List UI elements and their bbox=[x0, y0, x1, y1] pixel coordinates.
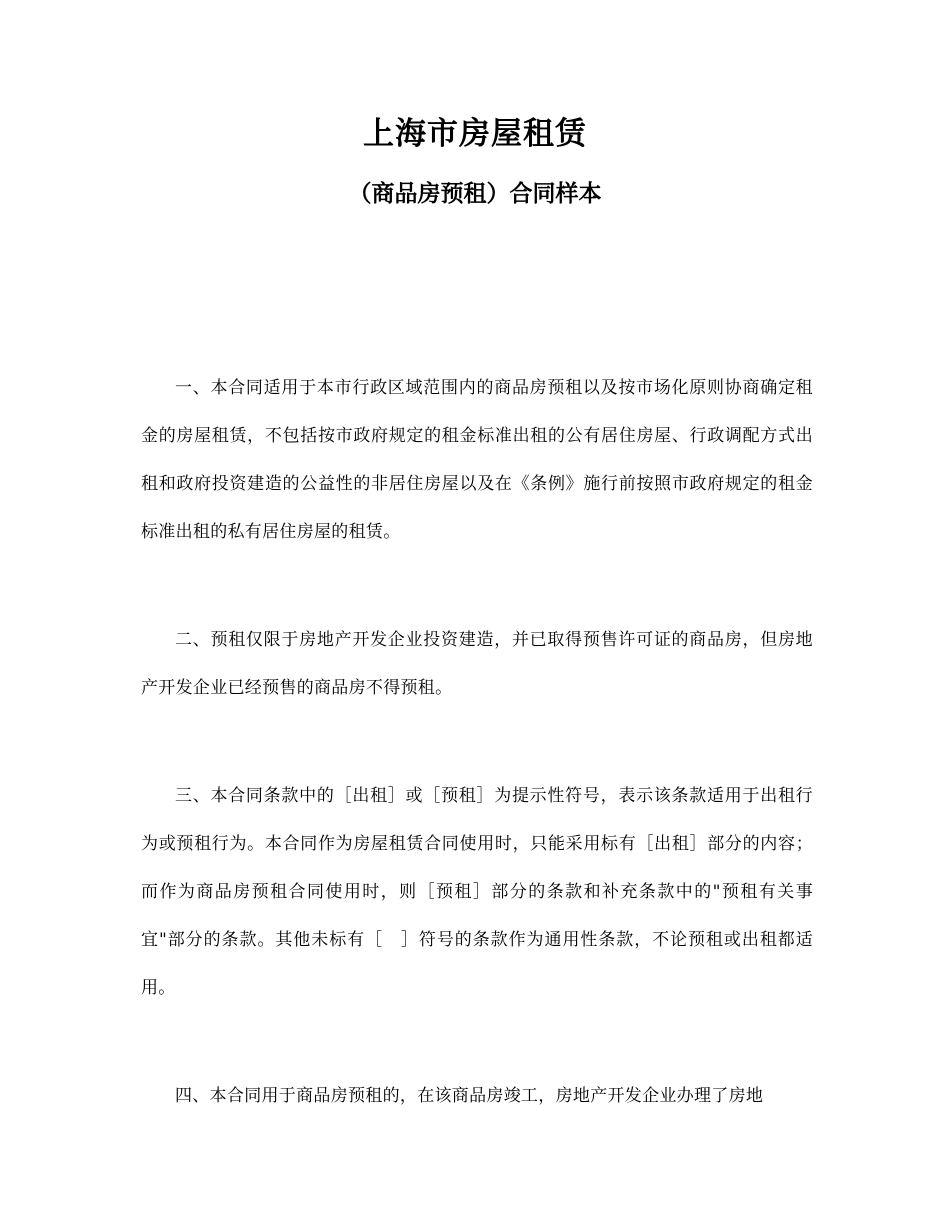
paragraph-4: 四、本合同用于商品房预租的，在该商品房竣工，房地产开发企业办理了房地 bbox=[175, 1086, 764, 1106]
paragraph-1: 一、本合同适用于本市行政区域范围内的商品房预租以及按市场化原则协商确定租金的房屋租赁，不包括按市政府规定的租金标准出租的公有居住房屋、行政调配方式出租和政府投资建造的公益性的非居住房屋以及在《条例》施行前按照市政府规定的租金标准出租的私有居住房屋的租赁。 bbox=[141, 378, 813, 542]
document-subtitle: （商品房预租）合同样本 bbox=[348, 180, 602, 207]
paragraph-3: 三、本合同条款中的［出租］或［预租］为提示性符号，表示该条款适用于出租行为或预租行为。本合同作为房屋租赁合同使用时，只能采用标有［出租］部分的内容；而作为商品房预租合同使用时，则［预租］部分的条款和补充条款中的"预租有关事宜"部分的条款。其他未标有［ ］符号的条款作为通用性条款，不论预租或出租都适用。 bbox=[141, 786, 813, 998]
document-body bbox=[141, 364, 813, 1180]
paragraph-2: 二、预租仅限于房地产开发企业投资建造，并已取得预售许可证的商品房，但房地产开发企业已经预售的商品房不得预租。 bbox=[141, 630, 813, 698]
document-title: 上海市房屋租赁 bbox=[363, 116, 587, 152]
